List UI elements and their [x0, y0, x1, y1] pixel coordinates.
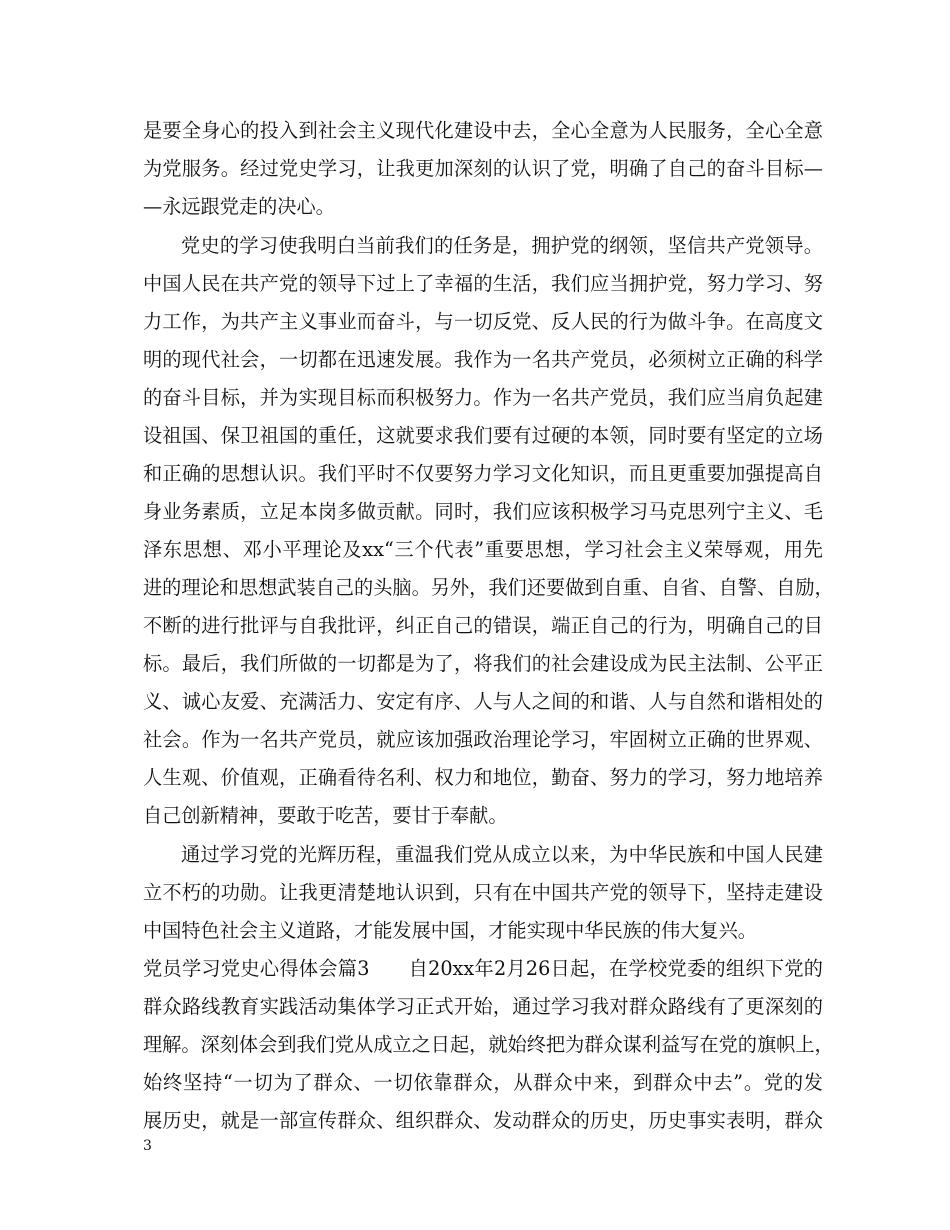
text-line: —永远跟党走的决心。: [143, 195, 335, 218]
page-number: 3: [143, 1138, 152, 1154]
text-line: 进的理论和思想武装自己的头脑。另外，我们还要做到自重、自省、自警、自励，: [143, 576, 834, 599]
text-line: 身业务素质，立足本岗多做贡献。同时，我们应该积极学习马克思列宁主义、毛: [143, 500, 823, 523]
text-line: 和正确的思想认识。我们平时不仅要努力学习文化知识，而且更重要加强提高自: [143, 462, 823, 485]
text-line: 明的现代社会，一切都在迅速发展。我作为一名共产党员，必须树立正确的科学: [143, 348, 823, 371]
text-line: 展历史，就是一部宣传群众、组织群众、发动群众的历史，历史事实表明，群众: [143, 1109, 823, 1132]
text-line: 标。最后，我们所做的一切都是为了，将我们的社会建设成为民主法制、公平正: [143, 652, 823, 675]
text-line: 为党服务。经过党史学习，让我更加深刻的认识了党，明确了自己的奋斗目标—: [143, 157, 823, 180]
text-line: 设祖国、保卫祖国的重任，这就要求我们要有过硬的本领，同时要有坚定的立场: [143, 424, 823, 447]
text-line: 中国特色社会主义道路，才能发展中国，才能实现中华民族的伟大复兴。: [143, 919, 757, 942]
text-line: 中国人民在共产党的领导下过上了幸福的生活，我们应当拥护党，努力学习、努: [143, 272, 823, 295]
text-line: 泽东思想、邓小平理论及xx“三个代表”重要思想，学习社会主义荣辱观，用先: [143, 538, 823, 561]
text-line: 的奋斗目标，并为实现目标而积极努力。作为一名共产党员，我们应当肩负起建: [143, 386, 823, 409]
text-line: 群众路线教育实践活动集体学习正式开始，通过学习我对群众路线有了更深刻的: [143, 995, 823, 1018]
text-line: 通过学习党的光辉历程，重温我们党从成立以来，为中华民族和中国人民建: [181, 843, 823, 866]
text-line: 人生观、价值观，正确看待名利、权力和地位，勤奋、努力的学习，努力地培养: [143, 766, 823, 789]
text-line: 是要全身心的投入到社会主义现代化建设中去，全心全意为人民服务，全心全意: [143, 119, 823, 142]
text-line: 不断的进行批评与自我批评，纠正自己的错误，端正自己的行为，明确自己的目: [143, 614, 823, 637]
text-line: 义、诚心友爱、充满活力、安定有序、人与人之间的和谐、人与自然和谐相处的: [143, 690, 823, 713]
text-line: 自己创新精神，要敢于吃苦，要甘于奉献。: [143, 804, 508, 827]
text-line: 理解。深刻体会到我们党从成立之日起，就始终把为群众谋利益写在党的旗帜上，: [143, 1033, 834, 1056]
text-line: 党员学习党史心得体会篇3 自20xx年2月26日起，在学校党委的组织下党的: [143, 957, 823, 980]
text-line: 始终坚持“一切为了群众、一切依靠群众，从群众中来，到群众中去”。党的发: [143, 1071, 823, 1094]
text-line: 力工作，为共产主义事业而奋斗，与一切反党、反人民的行为做斗争。在高度文: [143, 310, 823, 333]
text-line: 立不朽的功勋。让我更清楚地认识到，只有在中国共产党的领导下，坚持走建设: [143, 881, 823, 904]
text-line: 社会。作为一名共产党员，就应该加强政治理论学习，牢固树立正确的世界观、: [143, 728, 823, 751]
text-line: 党史的学习使我明白当前我们的任务是，拥护党的纲领，坚信共产党领导。: [181, 234, 823, 257]
